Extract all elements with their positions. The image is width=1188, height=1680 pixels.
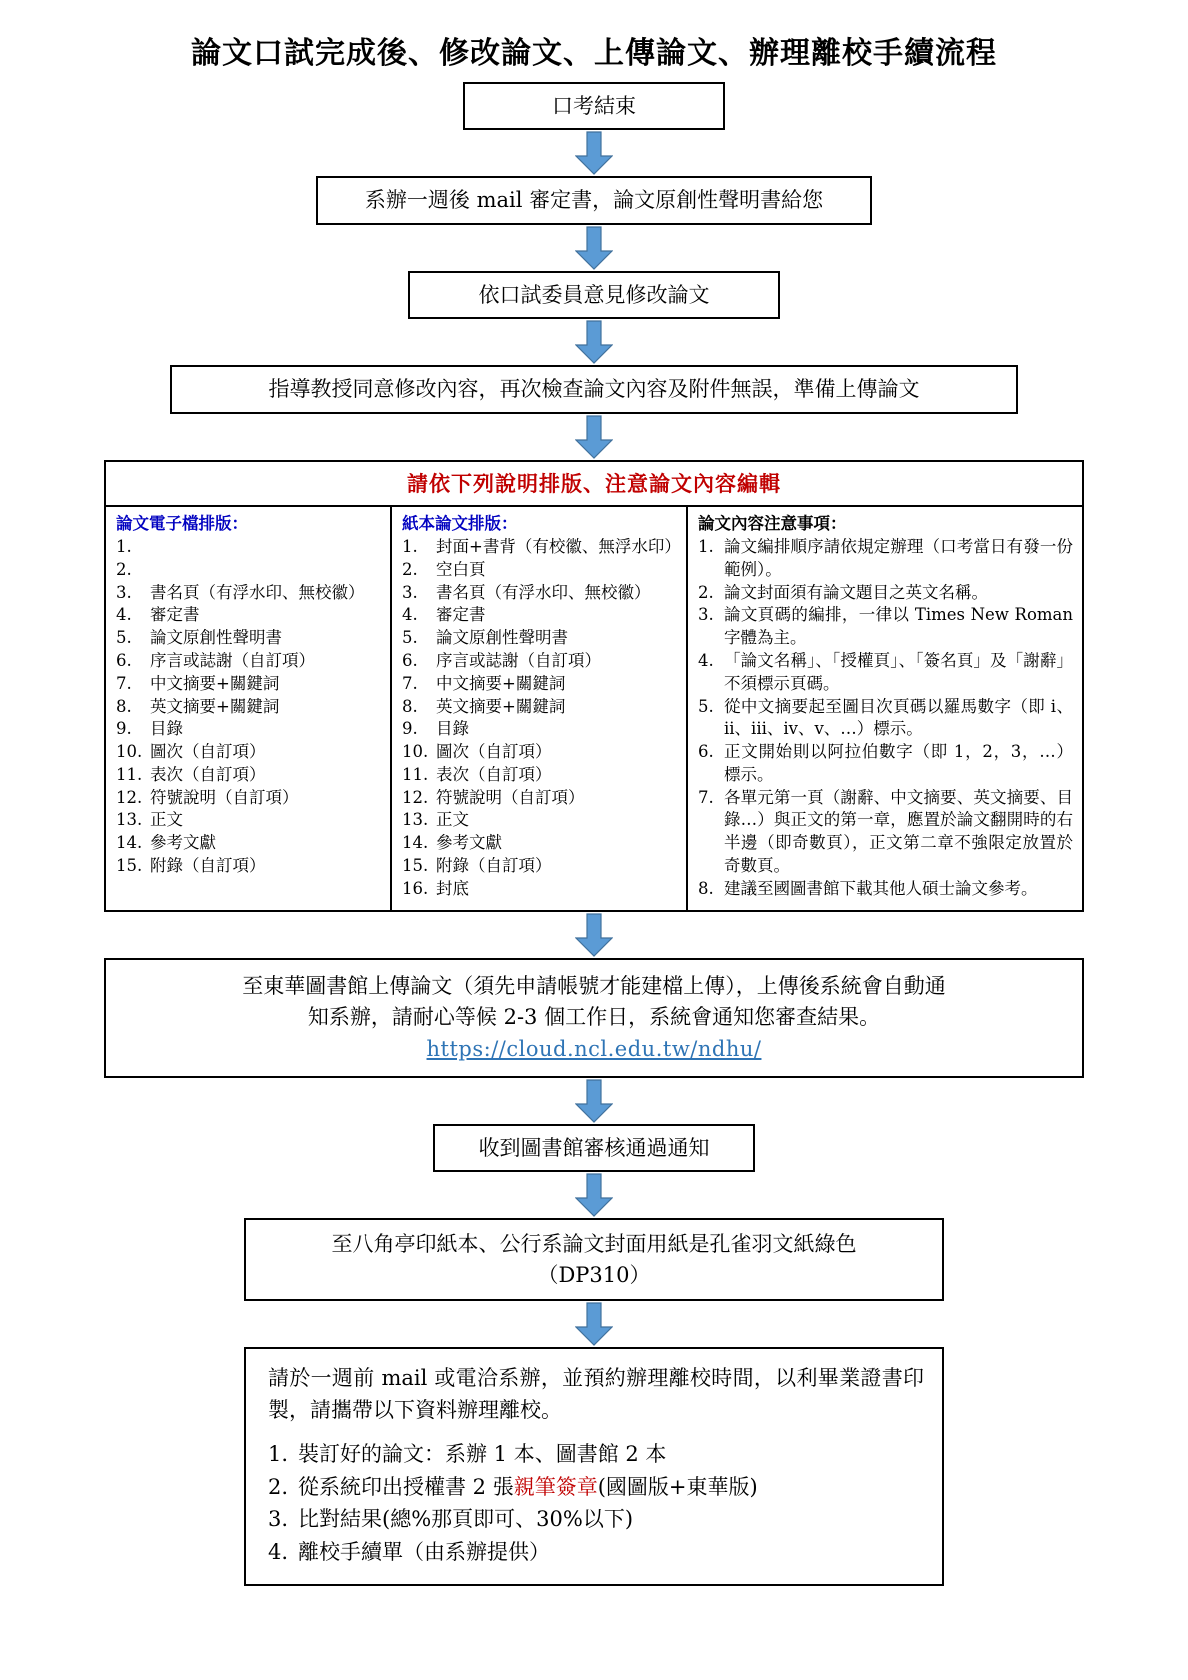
list-item-label: 序言或誌謝（自訂項）	[150, 651, 315, 671]
list-item-number: 7.	[698, 787, 714, 807]
list-item-label: 從中文摘要起至圖目次頁碼以羅馬數字（即 i、ii、iii、iv、v、…）標示。	[724, 696, 1073, 739]
print-line-1: 至八角亭印紙本、公行系論文封面用紙是孔雀羽文紙綠色	[331, 1232, 857, 1257]
list-item-number: 13.	[116, 810, 143, 830]
list-item-number: 2.	[698, 582, 714, 602]
list-item-label: 書名頁（有浮水印、無校徽）	[436, 582, 651, 602]
list-item	[402, 696, 678, 719]
list-item-number: 9.	[116, 719, 132, 739]
list-item	[116, 673, 382, 696]
arrow-4	[0, 414, 1188, 460]
list-item	[402, 604, 678, 627]
arrow-1	[0, 130, 1188, 176]
list-item-label: 英文摘要+關鍵詞	[150, 696, 280, 716]
list-item-number: 5.	[698, 696, 714, 716]
list-item	[402, 741, 678, 764]
column-paper-format	[392, 507, 688, 911]
list-item	[402, 650, 678, 673]
checkout-list-item	[268, 1503, 924, 1536]
checkout-item-number: 4.	[268, 1539, 289, 1564]
list-item-label: 參考文獻	[150, 833, 216, 853]
list-item	[402, 673, 678, 696]
down-arrow-icon	[575, 319, 613, 365]
arrow-2	[0, 225, 1188, 271]
list-item-number: 4.	[402, 605, 418, 625]
checkout-paragraph: 請於一週前 mail 或電洽系辦，並預約辦理離校時間，以利畢業證書印製，請攜帶以下資料辦理離校。	[268, 1366, 924, 1422]
list-item	[116, 604, 382, 627]
checkout-list-item	[268, 1471, 924, 1504]
list-item-number: 12.	[116, 787, 143, 807]
step-box-checkout-procedure	[244, 1347, 944, 1586]
list-item-number: 8.	[698, 878, 714, 898]
list-item	[116, 536, 382, 559]
list-item-number: 12.	[402, 787, 429, 807]
list-item-number: 11.	[116, 764, 143, 784]
list-paper-format	[402, 536, 681, 900]
list-item-number: 4.	[698, 651, 714, 671]
upload-line-1: 至東華圖書館上傳論文（須先申請帳號才能建檔上傳），上傳後系統會自動通	[242, 974, 946, 999]
down-arrow-icon	[575, 912, 613, 958]
page-title: 論文口試完成後、修改論文、上傳論文、辦理離校手續流程	[191, 36, 997, 71]
step-box-exam-finished: 口考結束	[463, 82, 725, 130]
list-item	[116, 764, 382, 787]
list-item-number: 4.	[116, 605, 132, 625]
list-item-label: 封底	[436, 878, 469, 898]
checkout-item-number: 3.	[268, 1507, 289, 1532]
list-item	[116, 582, 382, 605]
list-item-number: 8.	[402, 696, 418, 716]
list-item-label: 參考文獻	[436, 833, 502, 853]
list-item	[402, 559, 678, 582]
list-item-label: 正文開始則以阿拉伯數字（即 1，2，3，…）標示。	[724, 742, 1073, 784]
list-item-label: 論文編排順序請依規定辦理（口考當日有發一份範例）。	[724, 537, 1073, 579]
list-item-label: 英文摘要+關鍵詞	[436, 696, 566, 716]
checkout-item-text: 離校手續單（由系辦提供）	[298, 1539, 550, 1564]
list-item-label: 空白頁	[436, 559, 486, 579]
list-item-label: 論文原創性聲明書	[150, 628, 282, 648]
list-item	[402, 809, 678, 832]
list-item-label: 圖次（自訂項）	[436, 742, 552, 762]
checkout-item-label	[298, 1503, 633, 1536]
formatting-table-columns	[106, 507, 1082, 911]
list-item-label: 建議至國圖書館下載其他人碩士論文參考。	[724, 878, 1038, 898]
list-item-label: 表次（自訂項）	[436, 764, 552, 784]
list-item-number: 1.	[116, 537, 132, 557]
column-heading: 論文電子檔排版：	[116, 513, 248, 533]
list-item	[402, 832, 678, 855]
list-item-number: 1.	[402, 537, 418, 557]
list-item-number: 6.	[116, 651, 132, 671]
checkout-item-label	[298, 1438, 666, 1471]
list-item-number: 6.	[402, 651, 418, 671]
list-item-label: 論文原創性聲明書	[436, 628, 568, 648]
list-item-number: 10.	[402, 742, 429, 762]
list-item	[402, 536, 681, 559]
list-item-number: 7.	[116, 673, 132, 693]
list-item	[402, 878, 678, 901]
list-item	[698, 741, 1073, 787]
column-heading: 論文內容注意事項：	[698, 513, 847, 533]
checkout-item-label	[298, 1471, 758, 1504]
list-item	[698, 696, 1073, 742]
list-item-label: 中文摘要+關鍵詞	[150, 673, 280, 693]
arrow-8	[0, 1301, 1188, 1347]
list-item-label: 各單元第一頁（謝辭、中文摘要、英文摘要、目錄…）與正文的第一章，應置於論文翻開時的右半邊（即奇數頁），正文第二章不強限定放置於奇數頁。	[724, 787, 1073, 875]
list-item	[116, 741, 382, 764]
list-item-label: 正文	[150, 810, 183, 830]
list-item-number: 5.	[116, 628, 132, 648]
checkout-item-number: 1.	[268, 1442, 289, 1467]
list-item-label: 審定書	[150, 605, 200, 625]
step-box-mail-documents: 系辦一週後 mail 審定書，論文原創性聲明書給您	[316, 176, 872, 224]
list-item-number: 11.	[402, 764, 429, 784]
list-item	[116, 787, 382, 810]
list-item-label: 論文封面須有論文題目之英文名稱。	[724, 582, 988, 602]
down-arrow-icon	[575, 1172, 613, 1218]
upload-line-2: 知系辦，請耐心等候 2-3 個工作日，系統會通知您審查結果。	[307, 1004, 881, 1029]
list-item-label: 附錄（自訂項）	[436, 855, 552, 875]
list-item	[402, 764, 678, 787]
list-item	[402, 855, 678, 878]
list-item-number: 13.	[402, 810, 429, 830]
list-item-label: 封面+書背（有校徽、無浮水印）	[436, 537, 681, 557]
list-item	[402, 787, 678, 810]
list-item	[116, 627, 382, 650]
checkout-list-item	[268, 1438, 924, 1471]
down-arrow-icon	[575, 1078, 613, 1124]
list-item	[698, 582, 1073, 605]
list-item	[116, 696, 382, 719]
down-arrow-icon	[575, 414, 613, 460]
list-item-label: 書名頁（有浮水印、無校徽）	[150, 582, 365, 602]
list-item-label: 目錄	[436, 719, 469, 739]
step-box-review-passed: 收到圖書館審核通過通知	[433, 1124, 755, 1172]
checkout-item-text: 比對結果(總%那頁即可、30%以下)	[298, 1507, 634, 1532]
list-item-number: 9.	[402, 719, 418, 739]
column-content-notes	[688, 507, 1081, 911]
checkout-item-suffix: (國圖版+東華版)	[597, 1474, 758, 1499]
list-item	[698, 787, 1073, 878]
list-item	[116, 809, 382, 832]
list-item-label: 表次（自訂項）	[150, 764, 266, 784]
print-line-2: （DP310）	[537, 1262, 651, 1287]
library-upload-link[interactable]: https://cloud.ncl.edu.tw/ndhu/	[426, 1037, 762, 1062]
list-item	[698, 604, 1073, 650]
list-item	[698, 650, 1073, 696]
list-item-label: 符號說明（自訂項）	[150, 787, 299, 807]
list-item	[116, 650, 382, 673]
list-item	[402, 627, 678, 650]
list-item-label	[150, 536, 382, 559]
list-item-number: 1.	[698, 537, 714, 557]
list-item-label: 符號說明（自訂項）	[436, 787, 585, 807]
list-item-number: 3.	[402, 582, 418, 602]
list-item	[116, 718, 382, 741]
list-item-number: 3.	[698, 605, 714, 625]
list-item-label: 審定書	[436, 605, 486, 625]
list-item	[402, 718, 678, 741]
list-item-number: 3.	[116, 582, 132, 602]
checkout-item-text: 從系統印出授權書 2 張	[298, 1474, 514, 1499]
list-item-label: 論文頁碼的編排，一律以 Times New Roman 字體為主。	[724, 605, 1073, 648]
list-item-number: 5.	[402, 628, 418, 648]
list-item-label: 正文	[436, 810, 469, 830]
list-item-label: 「論文名稱」、「授權頁」、「簽名頁」及「謝辭」不須標示頁碼。	[724, 651, 1073, 693]
arrow-7	[0, 1172, 1188, 1218]
checkout-item-label	[298, 1536, 550, 1569]
formatting-table	[104, 460, 1084, 913]
list-item-number: 7.	[402, 673, 418, 693]
down-arrow-icon	[575, 1301, 613, 1347]
list-item-label: 圖次（自訂項）	[150, 742, 266, 762]
down-arrow-icon	[575, 225, 613, 271]
list-item-number: 15.	[116, 855, 143, 875]
list-item-number: 16.	[402, 878, 429, 898]
list-electronic-format	[116, 536, 382, 877]
checkout-item-highlight: 親筆簽章	[513, 1474, 598, 1499]
list-item-label: 目錄	[150, 719, 183, 739]
list-item-number: 14.	[116, 833, 143, 853]
list-item-number: 2.	[402, 559, 418, 579]
arrow-5	[0, 912, 1188, 958]
list-item-number: 14.	[402, 833, 429, 853]
checkout-item-text: 裝訂好的論文：系辦 1 本、圖書館 2 本	[298, 1442, 667, 1467]
formatting-table-header: 請依下列說明排版、注意論文內容編輯	[106, 462, 1082, 507]
down-arrow-icon	[575, 130, 613, 176]
list-item-label: 中文摘要+關鍵詞	[436, 673, 566, 693]
arrow-3	[0, 319, 1188, 365]
list-item-number: 2.	[116, 559, 132, 579]
list-item-label	[150, 559, 382, 582]
list-item-number: 15.	[402, 855, 429, 875]
checkout-item-list	[268, 1438, 924, 1568]
list-item-label: 附錄（自訂項）	[150, 855, 266, 875]
step-box-advisor-approval: 指導教授同意修改內容，再次檢查論文內容及附件無誤，準備上傳論文	[170, 365, 1018, 413]
list-item	[116, 559, 382, 582]
list-item	[116, 832, 382, 855]
list-item-label: 序言或誌謝（自訂項）	[436, 651, 601, 671]
checkout-list-item	[268, 1536, 924, 1569]
list-item-number: 6.	[698, 742, 714, 762]
column-electronic-format	[106, 507, 392, 911]
list-content-notes	[698, 536, 1073, 900]
list-item-number: 10.	[116, 742, 143, 762]
step-box-library-upload	[104, 958, 1084, 1077]
column-heading: 紙本論文排版：	[402, 513, 518, 533]
list-item-number: 8.	[116, 696, 132, 716]
list-item	[402, 582, 678, 605]
upload-url-line	[120, 1034, 1068, 1064]
list-item	[698, 536, 1073, 582]
list-item	[698, 878, 1073, 901]
arrow-6	[0, 1078, 1188, 1124]
list-item	[116, 855, 382, 878]
checkout-item-number: 2.	[268, 1474, 289, 1499]
step-box-revise-thesis: 依口試委員意見修改論文	[408, 271, 780, 319]
step-box-print-paper-copies	[244, 1218, 944, 1301]
